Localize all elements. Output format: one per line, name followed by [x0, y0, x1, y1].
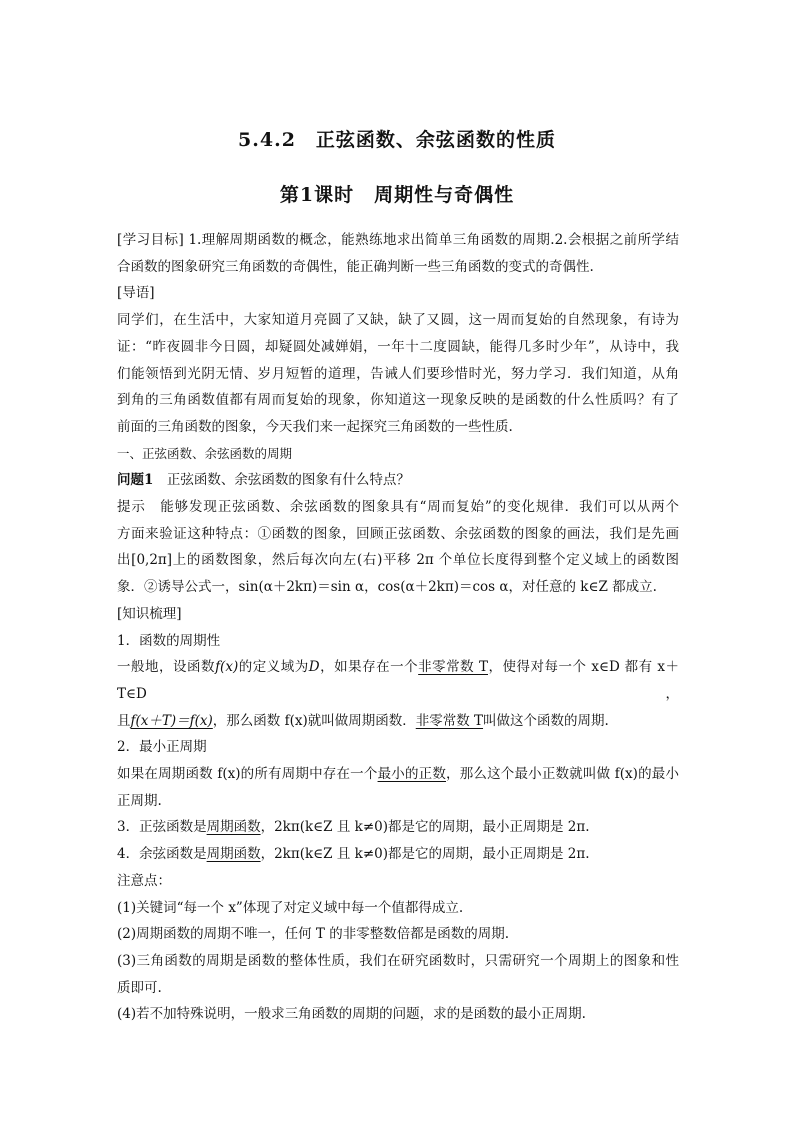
knowledge-item-2-title: 2．最小正周期 — [117, 739, 207, 756]
underlined-term: 最小的正数 — [377, 766, 447, 783]
section-heading: 一、正弦函数、余弦函数的周期 — [117, 445, 293, 461]
notes-title: 注意点： — [117, 872, 171, 889]
note-1: (1)关键词“每一个 x”体现了对定义域中每一个值都得成立. — [117, 899, 464, 916]
lesson-subtitle: 第1课时 周期性与奇偶性 — [279, 184, 515, 206]
knowledge-item-3: 3．正弦函数是周期函数，2kπ(k∈Z 且 k≠0)都是它的周期，最小正周期是 2π. — [117, 819, 590, 836]
objectives-line-1: [学习目标] 1.理解周期函数的概念，能熟练地求出简单三角函数的周期.2.会根据之前所学结 — [117, 232, 679, 248]
intro-line-5: 前面的三角函数的图象，今天我们来一起探究三角函数的一些性质. — [117, 418, 513, 435]
objectives-line-2: 合函数的图象研究三角函数的奇偶性，能正确判断一些三角函数的变式的奇偶性. — [117, 258, 594, 275]
hint-line-3: 出[0,2π]上的函数图象，然后每次向左(右)平移 2π 个单位长度得到整个定义域上的函数图 — [117, 552, 679, 569]
knowledge-item-2-line-2: 正周期. — [117, 792, 162, 809]
knowledge-item-1-line-1: 一般地，设函数f(x)的定义域为D，如果存在一个非零常数 T，使得对每一个 x∈D 都有 x＋T∈D， — [117, 659, 680, 702]
note-3-line-2: 质即可. — [117, 979, 162, 996]
underlined-formula: f(x＋T)＝f(x) — [130, 712, 213, 729]
intro-line-1: 同学们，在生活中，大家知道月亮圆了又缺，缺了又圆，这一周而复始的自然现象，有诗为 — [117, 312, 679, 329]
knowledge-item-4: 4．余弦函数是周期函数，2kπ(k∈Z 且 k≠0)都是它的周期，最小正周期是 2π. — [117, 846, 590, 863]
underlined-term: 周期函数 — [206, 846, 261, 863]
hint-label: 提示 — [117, 499, 146, 516]
question-1: 问题1 正弦函数、余弦函数的图象有什么特点？ — [117, 472, 410, 489]
hint-line-2: 方面来验证这种特点：①函数的图象，回顾正弦函数、余弦函数的图象的画法，我们是先画 — [117, 525, 679, 542]
underlined-term: 周期函数 — [206, 819, 261, 836]
page-title: 5.4.2 正弦函数、余弦函数的性质 — [238, 129, 556, 151]
intro-line-4: 到角的三角函数值都有周而复始的现象，你知道这一现象反映的是函数的什么性质吗？有了 — [117, 392, 679, 409]
underlined-term: 非零常数 T — [418, 659, 488, 676]
knowledge-item-1-line-2: 且f(x＋T)＝f(x)，那么函数 f(x)就叫做周期函数．非零常数 T叫做这个函数的周期. — [117, 712, 609, 729]
note-3-line-1: (3)三角函数的周期是函数的整体性质，我们在研究函数时，只需研究一个周期上的图象和性 — [117, 952, 679, 969]
note-2: (2)周期函数的周期不唯一，任何 T 的非零整数倍都是函数的周期. — [117, 926, 510, 943]
knowledge-item-1-title: 1．函数的周期性 — [117, 632, 221, 649]
question-label: 问题1 — [117, 472, 154, 489]
intro-line-2: 证：“昨夜圆非今日圆，却疑圆处减婵娟，一年十二度圆缺，能得几多时少年”，从诗中，我 — [117, 338, 679, 355]
document-body — [117, 227, 679, 1028]
knowledge-item-2-line-1: 如果在周期函数 f(x)的所有周期中存在一个最小的正数，那么这个最小正数就叫做 f(x)的最小 — [117, 766, 680, 783]
hint-line-4: 象．②诱导公式一，sin(α＋2kπ)＝sin α，cos(α＋2kπ)＝cos α，对任意的 k∈Z 都成立. — [117, 579, 657, 596]
knowledge-tag: [知识梳理] — [117, 605, 182, 622]
underlined-term: 非零常数 T — [415, 712, 484, 729]
hint-line-1: 提示 能够发现正弦函数、余弦函数的图象具有“周而复始”的变化规律．我们可以从两个 — [117, 499, 680, 516]
intro-tag: [导语] — [117, 285, 155, 302]
note-4: (4)若不加特殊说明，一般求三角函数的周期的问题，求的是函数的最小正周期. — [117, 1006, 586, 1023]
intro-line-3: 们能领悟到光阴无情、岁月短暂的道理，告诫人们要珍惜时光，努力学习．我们知道，从角 — [117, 365, 679, 382]
objectives-tag: [学习目标] — [117, 232, 184, 248]
